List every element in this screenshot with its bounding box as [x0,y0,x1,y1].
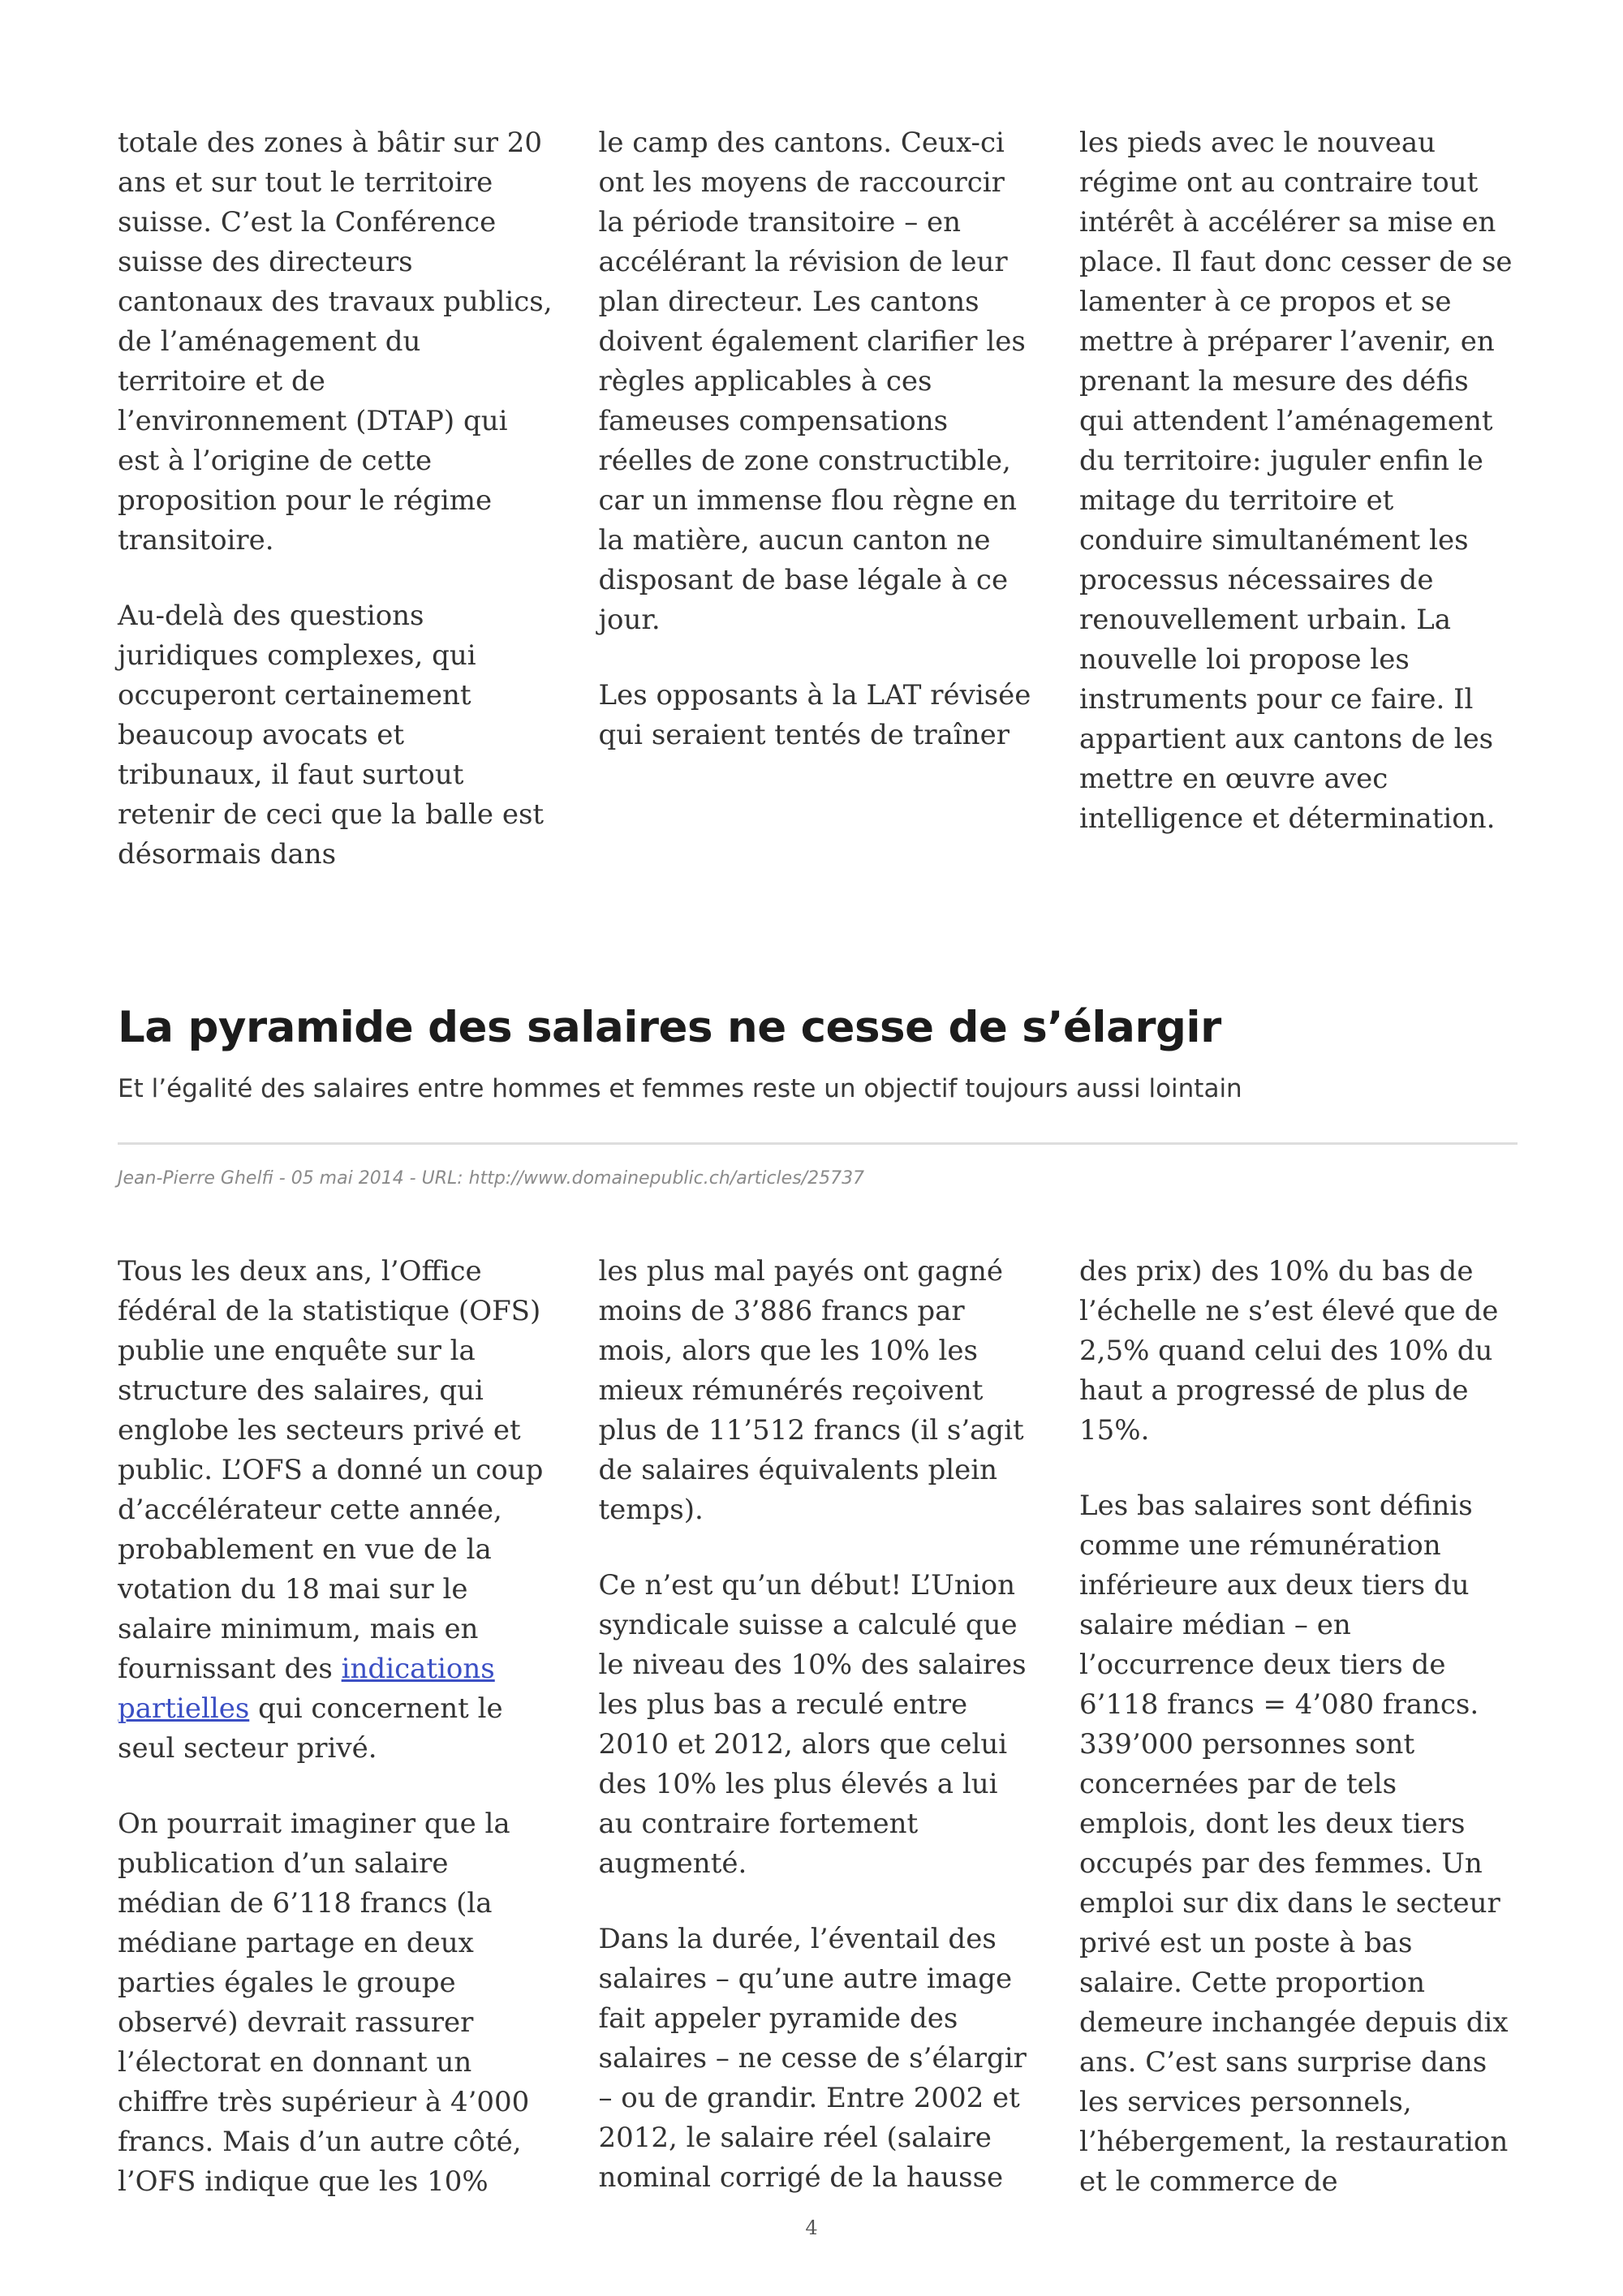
page-number: 4 [805,2216,818,2239]
paragraph: les plus mal payés ont gagné moins de 3’886 francs par mois, alors que les 10% les mieux rémunérés reçoivent plus de 11’512 francs (il s’agit de salaires équivalents plein temps). [598,1255,1024,1526]
article-byline: Jean-Pierre Ghelfi - 05 mai 2014 - URL: http://www.domainepublic.ch/articles/25737 [118,1168,865,1189]
text-column-1 [118,123,556,875]
paragraph: totale des zones à bâtir sur 20 ans et sur tout le territoire suisse. C’est la Conférence suisse des directeurs cantonaux des travaux publics, de l’aménagement du territoire et de l’environnement (DTAP) qui est à l’origine de cette proposition pour le régime transitoire. [118,127,553,557]
indications-partielles-link[interactable]: indications partielles [118,1653,495,1725]
paragraph: le camp des cantons. Ceux-ci ont les moyens de raccourcir la période transitoire – en accélérant la révision de leur plan directeur. Les cantons doivent également clarifier les règles applicables à ces fameuses compensations réelles de zone constructible, car un immense flou règne en la matière, aucun canton ne disposant de base légale à ce jour. [598,127,1026,636]
previous-article-columns [118,123,1518,875]
paragraph: Au-delà des questions juridiques complexes, qui occuperont certainement beaucoup avocats et tribunaux, il faut surtout retenir de ceci que la balle est désormais dans [118,600,545,871]
paragraph: Les bas salaires sont définis comme une rémunération inférieure aux deux tiers du salaire médian – en l’occurrence deux tiers de 6’118 francs = 4’080 francs. 339’000 personnes sont concernées par de tels emplois, dont les deux tiers occupés par des femmes. Un emploi sur dix dans le secteur privé est un poste à bas salaire. Cette proportion demeure inchangée depuis dix ans. C’est sans surprise dans les services personnels, l’hébergement, la restauration et le commerce de [1079,1490,1509,2198]
paragraph [118,1252,556,1769]
article-columns [118,1252,1518,2202]
paragraph: On pourrait imaginer que la publication d’un salaire médian de 6’118 francs (la médiane partage en deux parties égales le groupe observé) devrait rassurer l’électorat en donnant un chiffre très supérieur à 4’000 francs. Mais d’un autre côté, l’OFS indique que les 10% [118,1808,530,2198]
text-column-3 [1079,1252,1518,2202]
article-subtitle: Et l’égalité des salaires entre hommes et femmes reste un objectif toujours aussi lointain [118,1074,1242,1103]
text-column-2 [599,123,1037,875]
paragraph: Dans la durée, l’éventail des salaires – qu’une autre image fait appeler pyramide des salaires – ne cesse de s’élargir – ou de grandir. Entre 2002 et 2012, le salaire réel (salaire nominal corrigé de la hausse [598,1923,1027,2194]
divider [118,1142,1518,1145]
paragraph-text: Tous les deux ans, l’Office fédéral de la statistique (OFS) publie une enquête sur la structure des salaires, qui englobe les secteurs privé et public. L’OFS a donné un coup d’accélérateur cette année, probablement en vue de la votation du 18 mai sur le salaire minimum, mais en fournissant des [118,1255,544,1685]
text-column-2 [599,1252,1037,2202]
paragraph-text: qui concernent le seul secteur privé. [118,1692,503,1765]
text-column-3 [1079,123,1518,875]
text-column-1 [118,1252,556,2202]
paragraph: Les opposants à la LAT révisée qui seraient tentés de traîner [598,679,1031,751]
paragraph: les pieds avec le nouveau régime ont au contraire tout intérêt à accélérer sa mise en place. Il faut donc cesser de se lamenter à ce propos et se mettre à préparer l’avenir, en prenant la mesure des défis qui attendent l’aménagement du territoire: juguler enfin le mitage du territoire et conduire simultanément les processus nécessaires de renouvellement urbain. La nouvelle loi propose les instruments pour ce faire. Il appartient aux cantons de les mettre en œuvre avec intelligence et détermination. [1079,127,1513,835]
article-title: La pyramide des salaires ne cesse de s’élargir [118,1003,1221,1052]
paragraph: Ce n’est qu’un début! L’Union syndicale suisse a calculé que le niveau des 10% des salaires les plus bas a reculé entre 2010 et 2012, alors que celui des 10% les plus élevés a lui au contraire fortement augmenté. [598,1569,1027,1880]
paragraph: des prix) des 10% du bas de l’échelle ne s’est élevé que de 2,5% quand celui des 10% du haut a progressé de plus de 15%. [1079,1255,1499,1447]
